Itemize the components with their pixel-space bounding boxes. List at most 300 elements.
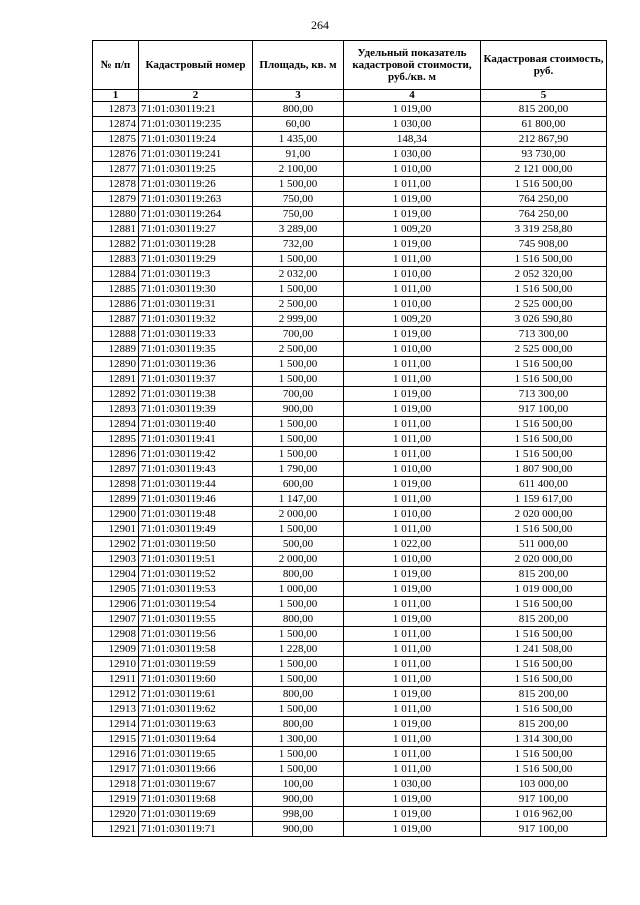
- cadastral-value-cell: 917 100,00: [481, 402, 607, 417]
- cadastral-value-cell: 2 052 320,00: [481, 267, 607, 282]
- row-index-cell: 12913: [93, 702, 139, 717]
- row-index-cell: 12912: [93, 687, 139, 702]
- unit-value-cell: 1 011,00: [344, 522, 481, 537]
- area-cell: 2 000,00: [253, 552, 344, 567]
- page-number: 264: [311, 18, 329, 32]
- table-row: [93, 402, 607, 417]
- cadastral-value-cell: 1 516 500,00: [481, 357, 607, 372]
- cadastral-value-cell: 3 026 590,80: [481, 312, 607, 327]
- table-row: [93, 177, 607, 192]
- table-row: [93, 717, 607, 732]
- area-cell: 1 500,00: [253, 747, 344, 762]
- cadastral-number-cell: 71:01:030119:235: [139, 117, 253, 132]
- unit-value-cell: 1 019,00: [344, 582, 481, 597]
- area-cell: 2 032,00: [253, 267, 344, 282]
- unit-value-cell: 1 011,00: [344, 357, 481, 372]
- area-cell: 2 999,00: [253, 312, 344, 327]
- area-cell: 1 500,00: [253, 372, 344, 387]
- table-row: [93, 147, 607, 162]
- header-row: [93, 41, 607, 90]
- area-cell: 998,00: [253, 807, 344, 822]
- area-cell: 1 000,00: [253, 582, 344, 597]
- row-index-cell: 12908: [93, 627, 139, 642]
- table-row: [93, 387, 607, 402]
- table-row: [93, 357, 607, 372]
- table-row: [93, 102, 607, 117]
- cadastral-value-cell: 815 200,00: [481, 102, 607, 117]
- row-index-cell: 12914: [93, 717, 139, 732]
- cadastral-number-cell: 71:01:030119:40: [139, 417, 253, 432]
- area-cell: 700,00: [253, 387, 344, 402]
- area-cell: 1 500,00: [253, 522, 344, 537]
- area-cell: 1 500,00: [253, 627, 344, 642]
- cadastral-value-cell: 1 516 500,00: [481, 597, 607, 612]
- area-cell: 1 500,00: [253, 447, 344, 462]
- cadastral-number-cell: 71:01:030119:37: [139, 372, 253, 387]
- area-cell: 1 500,00: [253, 177, 344, 192]
- unit-value-cell: 1 011,00: [344, 747, 481, 762]
- row-index-cell: 12884: [93, 267, 139, 282]
- unit-value-cell: 1 011,00: [344, 657, 481, 672]
- cadastral-number-cell: 71:01:030119:67: [139, 777, 253, 792]
- column-number: 5: [481, 90, 607, 102]
- unit-value-cell: 1 010,00: [344, 342, 481, 357]
- row-index-cell: 12888: [93, 327, 139, 342]
- table-row: [93, 297, 607, 312]
- cadastral-value-cell: 815 200,00: [481, 612, 607, 627]
- cadastral-value-cell: 745 908,00: [481, 237, 607, 252]
- cadastral-number-cell: 71:01:030119:52: [139, 567, 253, 582]
- area-cell: 1 500,00: [253, 417, 344, 432]
- row-index-cell: 12887: [93, 312, 139, 327]
- header-area: Площадь, кв. м: [253, 41, 344, 90]
- cadastral-number-cell: 71:01:030119:27: [139, 222, 253, 237]
- row-index-cell: 12889: [93, 342, 139, 357]
- area-cell: 800,00: [253, 102, 344, 117]
- cadastral-number-cell: 71:01:030119:25: [139, 162, 253, 177]
- table-row: [93, 672, 607, 687]
- unit-value-cell: 1 019,00: [344, 567, 481, 582]
- table-row: [93, 627, 607, 642]
- cadastral-value-cell: 1 807 900,00: [481, 462, 607, 477]
- column-number: 4: [344, 90, 481, 102]
- header-unit-value: Удельный показатель кадастровой стоимости, руб./кв. м: [344, 41, 481, 90]
- cadastral-value-cell: 611 400,00: [481, 477, 607, 492]
- cadastral-number-cell: 71:01:030119:66: [139, 762, 253, 777]
- cadastral-value-cell: 815 200,00: [481, 687, 607, 702]
- unit-value-cell: 1 019,00: [344, 327, 481, 342]
- area-cell: 60,00: [253, 117, 344, 132]
- cadastral-value-cell: 815 200,00: [481, 717, 607, 732]
- table-row: [93, 417, 607, 432]
- table-row: [93, 552, 607, 567]
- area-cell: 2 000,00: [253, 507, 344, 522]
- area-cell: 1 500,00: [253, 672, 344, 687]
- cadastral-value-cell: 1 516 500,00: [481, 417, 607, 432]
- unit-value-cell: 1 019,00: [344, 192, 481, 207]
- cadastral-number-cell: 71:01:030119:69: [139, 807, 253, 822]
- row-index-cell: 12877: [93, 162, 139, 177]
- row-index-cell: 12918: [93, 777, 139, 792]
- row-index-cell: 12903: [93, 552, 139, 567]
- header-cadastral-value: Кадастровая стоимость, руб.: [481, 41, 607, 90]
- unit-value-cell: 148,34: [344, 132, 481, 147]
- area-cell: 750,00: [253, 192, 344, 207]
- table-row: [93, 597, 607, 612]
- area-cell: 800,00: [253, 687, 344, 702]
- row-index-cell: 12883: [93, 252, 139, 267]
- cadastral-value-cell: 1 516 500,00: [481, 627, 607, 642]
- table-row: [93, 777, 607, 792]
- row-index-cell: 12911: [93, 672, 139, 687]
- cadastral-value-cell: 1 516 500,00: [481, 177, 607, 192]
- cadastral-value-cell: 3 319 258,80: [481, 222, 607, 237]
- unit-value-cell: 1 011,00: [344, 372, 481, 387]
- cadastral-value-cell: 93 730,00: [481, 147, 607, 162]
- area-cell: 800,00: [253, 717, 344, 732]
- cadastral-number-cell: 71:01:030119:264: [139, 207, 253, 222]
- table-row: [93, 507, 607, 522]
- cadastral-number-cell: 71:01:030119:263: [139, 192, 253, 207]
- cadastral-number-cell: 71:01:030119:39: [139, 402, 253, 417]
- table-row: [93, 792, 607, 807]
- unit-value-cell: 1 019,00: [344, 207, 481, 222]
- table-row: [93, 567, 607, 582]
- table-row: [93, 312, 607, 327]
- cadastral-number-cell: 71:01:030119:55: [139, 612, 253, 627]
- cadastral-number-cell: 71:01:030119:28: [139, 237, 253, 252]
- cadastral-value-cell: 1 241 508,00: [481, 642, 607, 657]
- cadastral-number-cell: 71:01:030119:38: [139, 387, 253, 402]
- column-number: 1: [93, 90, 139, 102]
- table-row: [93, 522, 607, 537]
- cadastral-value-cell: 1 516 500,00: [481, 657, 607, 672]
- cadastral-value-cell: 1 516 500,00: [481, 522, 607, 537]
- unit-value-cell: 1 030,00: [344, 777, 481, 792]
- cadastral-number-cell: 71:01:030119:60: [139, 672, 253, 687]
- cadastral-value-cell: 1 516 500,00: [481, 432, 607, 447]
- area-cell: 1 500,00: [253, 762, 344, 777]
- cadastral-value-cell: 2 121 000,00: [481, 162, 607, 177]
- cadastral-value-cell: 1 019 000,00: [481, 582, 607, 597]
- unit-value-cell: 1 010,00: [344, 297, 481, 312]
- unit-value-cell: 1 009,20: [344, 312, 481, 327]
- header-index: № п/п: [93, 41, 139, 90]
- row-index-cell: 12906: [93, 597, 139, 612]
- table-row: [93, 537, 607, 552]
- column-number: 2: [139, 90, 253, 102]
- unit-value-cell: 1 030,00: [344, 147, 481, 162]
- cadastral-number-cell: 71:01:030119:68: [139, 792, 253, 807]
- cadastral-number-cell: 71:01:030119:50: [139, 537, 253, 552]
- cadastral-number-cell: 71:01:030119:62: [139, 702, 253, 717]
- table-row: [93, 222, 607, 237]
- unit-value-cell: 1 010,00: [344, 162, 481, 177]
- cadastral-value-cell: 2 525 000,00: [481, 342, 607, 357]
- area-cell: 500,00: [253, 537, 344, 552]
- cadastral-value-cell: 103 000,00: [481, 777, 607, 792]
- table-row: [93, 702, 607, 717]
- cadastral-number-cell: 71:01:030119:36: [139, 357, 253, 372]
- cadastral-number-cell: 71:01:030119:26: [139, 177, 253, 192]
- cadastral-number-cell: 71:01:030119:30: [139, 282, 253, 297]
- unit-value-cell: 1 011,00: [344, 642, 481, 657]
- table-body: [93, 102, 607, 837]
- cadastral-number-cell: 71:01:030119:63: [139, 717, 253, 732]
- cadastral-number-cell: 71:01:030119:241: [139, 147, 253, 162]
- table-row: [93, 282, 607, 297]
- cadastral-number-cell: 71:01:030119:49: [139, 522, 253, 537]
- unit-value-cell: 1 010,00: [344, 507, 481, 522]
- cadastral-number-cell: 71:01:030119:64: [139, 732, 253, 747]
- row-index-cell: 12876: [93, 147, 139, 162]
- table-row: [93, 252, 607, 267]
- table-row: [93, 432, 607, 447]
- area-cell: 1 147,00: [253, 492, 344, 507]
- row-index-cell: 12875: [93, 132, 139, 147]
- row-index-cell: 12897: [93, 462, 139, 477]
- row-index-cell: 12886: [93, 297, 139, 312]
- unit-value-cell: 1 011,00: [344, 177, 481, 192]
- area-cell: 800,00: [253, 612, 344, 627]
- cadastral-value-cell: 1 516 500,00: [481, 747, 607, 762]
- cadastral-value-cell: 1 516 500,00: [481, 447, 607, 462]
- unit-value-cell: 1 010,00: [344, 462, 481, 477]
- unit-value-cell: 1 011,00: [344, 447, 481, 462]
- table-row: [93, 237, 607, 252]
- row-index-cell: 12905: [93, 582, 139, 597]
- cadastral-value-cell: 1 016 962,00: [481, 807, 607, 822]
- area-cell: 900,00: [253, 822, 344, 837]
- unit-value-cell: 1 011,00: [344, 417, 481, 432]
- unit-value-cell: 1 009,20: [344, 222, 481, 237]
- row-index-cell: 12896: [93, 447, 139, 462]
- row-index-cell: 12873: [93, 102, 139, 117]
- unit-value-cell: 1 011,00: [344, 432, 481, 447]
- area-cell: 1 500,00: [253, 252, 344, 267]
- row-index-cell: 12898: [93, 477, 139, 492]
- unit-value-cell: 1 011,00: [344, 492, 481, 507]
- area-cell: 1 500,00: [253, 657, 344, 672]
- table-row: [93, 762, 607, 777]
- table-row: [93, 342, 607, 357]
- column-number: 3: [253, 90, 344, 102]
- unit-value-cell: 1 011,00: [344, 672, 481, 687]
- cadastral-value-cell: 2 525 000,00: [481, 297, 607, 312]
- area-cell: 1 500,00: [253, 282, 344, 297]
- row-index-cell: 12920: [93, 807, 139, 822]
- cadastral-value-cell: 212 867,90: [481, 132, 607, 147]
- row-index-cell: 12882: [93, 237, 139, 252]
- area-cell: 1 228,00: [253, 642, 344, 657]
- table-row: [93, 582, 607, 597]
- cadastral-number-cell: 71:01:030119:53: [139, 582, 253, 597]
- cadastral-number-cell: 71:01:030119:65: [139, 747, 253, 762]
- unit-value-cell: 1 019,00: [344, 807, 481, 822]
- row-index-cell: 12916: [93, 747, 139, 762]
- table-row: [93, 327, 607, 342]
- cadastral-value-cell: 917 100,00: [481, 822, 607, 837]
- area-cell: 700,00: [253, 327, 344, 342]
- table-row: [93, 687, 607, 702]
- table-row: [93, 612, 607, 627]
- table-row: [93, 732, 607, 747]
- cadastral-number-cell: 71:01:030119:41: [139, 432, 253, 447]
- table-row: [93, 747, 607, 762]
- area-cell: 732,00: [253, 237, 344, 252]
- table-row: [93, 492, 607, 507]
- row-index-cell: 12919: [93, 792, 139, 807]
- unit-value-cell: 1 011,00: [344, 702, 481, 717]
- cadastral-value-table: [92, 40, 607, 837]
- area-cell: 800,00: [253, 567, 344, 582]
- cadastral-value-cell: 1 314 300,00: [481, 732, 607, 747]
- cadastral-value-cell: 764 250,00: [481, 207, 607, 222]
- row-index-cell: 12915: [93, 732, 139, 747]
- unit-value-cell: 1 019,00: [344, 102, 481, 117]
- cadastral-number-cell: 71:01:030119:48: [139, 507, 253, 522]
- unit-value-cell: 1 011,00: [344, 762, 481, 777]
- row-index-cell: 12890: [93, 357, 139, 372]
- row-index-cell: 12904: [93, 567, 139, 582]
- area-cell: 2 500,00: [253, 342, 344, 357]
- cadastral-value-cell: 764 250,00: [481, 192, 607, 207]
- cadastral-number-cell: 71:01:030119:54: [139, 597, 253, 612]
- cadastral-number-cell: 71:01:030119:3: [139, 267, 253, 282]
- cadastral-number-cell: 71:01:030119:29: [139, 252, 253, 267]
- row-index-cell: 12900: [93, 507, 139, 522]
- cadastral-number-cell: 71:01:030119:44: [139, 477, 253, 492]
- row-index-cell: 12899: [93, 492, 139, 507]
- cadastral-value-cell: 713 300,00: [481, 327, 607, 342]
- area-cell: 91,00: [253, 147, 344, 162]
- cadastral-value-cell: 1 516 500,00: [481, 762, 607, 777]
- row-index-cell: 12879: [93, 192, 139, 207]
- unit-value-cell: 1 022,00: [344, 537, 481, 552]
- cadastral-value-cell: 1 159 617,00: [481, 492, 607, 507]
- area-cell: 1 500,00: [253, 702, 344, 717]
- area-cell: 750,00: [253, 207, 344, 222]
- row-index-cell: 12885: [93, 282, 139, 297]
- cadastral-number-cell: 71:01:030119:58: [139, 642, 253, 657]
- cadastral-number-cell: 71:01:030119:46: [139, 492, 253, 507]
- unit-value-cell: 1 010,00: [344, 552, 481, 567]
- row-index-cell: 12909: [93, 642, 139, 657]
- cadastral-value-cell: 1 516 500,00: [481, 252, 607, 267]
- cadastral-number-cell: 71:01:030119:32: [139, 312, 253, 327]
- row-index-cell: 12917: [93, 762, 139, 777]
- row-index-cell: 12881: [93, 222, 139, 237]
- cadastral-value-cell: 1 516 500,00: [481, 702, 607, 717]
- cadastral-value-cell: 511 000,00: [481, 537, 607, 552]
- row-index-cell: 12893: [93, 402, 139, 417]
- table-row: [93, 117, 607, 132]
- area-cell: 600,00: [253, 477, 344, 492]
- cadastral-value-cell: 1 516 500,00: [481, 672, 607, 687]
- area-cell: 1 790,00: [253, 462, 344, 477]
- cadastral-value-cell: 2 020 000,00: [481, 507, 607, 522]
- cadastral-value-cell: 815 200,00: [481, 567, 607, 582]
- area-cell: 1 500,00: [253, 432, 344, 447]
- cadastral-number-cell: 71:01:030119:24: [139, 132, 253, 147]
- cadastral-number-cell: 71:01:030119:31: [139, 297, 253, 312]
- unit-value-cell: 1 019,00: [344, 717, 481, 732]
- table-row: [93, 207, 607, 222]
- cadastral-number-cell: 71:01:030119:51: [139, 552, 253, 567]
- cadastral-number-cell: 71:01:030119:42: [139, 447, 253, 462]
- row-index-cell: 12891: [93, 372, 139, 387]
- row-index-cell: 12895: [93, 432, 139, 447]
- table-row: [93, 657, 607, 672]
- area-cell: 1 435,00: [253, 132, 344, 147]
- area-cell: 900,00: [253, 792, 344, 807]
- cadastral-number-cell: 71:01:030119:71: [139, 822, 253, 837]
- unit-value-cell: 1 030,00: [344, 117, 481, 132]
- row-index-cell: 12894: [93, 417, 139, 432]
- area-cell: 3 289,00: [253, 222, 344, 237]
- table-row: [93, 447, 607, 462]
- cadastral-value-cell: 61 800,00: [481, 117, 607, 132]
- row-index-cell: 12880: [93, 207, 139, 222]
- unit-value-cell: 1 019,00: [344, 477, 481, 492]
- unit-value-cell: 1 019,00: [344, 822, 481, 837]
- cadastral-number-cell: 71:01:030119:33: [139, 327, 253, 342]
- unit-value-cell: 1 011,00: [344, 732, 481, 747]
- unit-value-cell: 1 019,00: [344, 387, 481, 402]
- area-cell: 1 500,00: [253, 597, 344, 612]
- table-row: [93, 477, 607, 492]
- cadastral-value-cell: 1 516 500,00: [481, 282, 607, 297]
- cadastral-number-cell: 71:01:030119:35: [139, 342, 253, 357]
- table-row: [93, 192, 607, 207]
- unit-value-cell: 1 019,00: [344, 687, 481, 702]
- row-index-cell: 12921: [93, 822, 139, 837]
- unit-value-cell: 1 019,00: [344, 402, 481, 417]
- unit-value-cell: 1 011,00: [344, 282, 481, 297]
- row-index-cell: 12907: [93, 612, 139, 627]
- unit-value-cell: 1 019,00: [344, 237, 481, 252]
- cadastral-value-cell: 713 300,00: [481, 387, 607, 402]
- row-index-cell: 12892: [93, 387, 139, 402]
- cadastral-number-cell: 71:01:030119:59: [139, 657, 253, 672]
- unit-value-cell: 1 011,00: [344, 252, 481, 267]
- unit-value-cell: 1 011,00: [344, 597, 481, 612]
- table-row: [93, 822, 607, 837]
- unit-value-cell: 1 019,00: [344, 792, 481, 807]
- cadastral-number-cell: 71:01:030119:61: [139, 687, 253, 702]
- cadastral-number-cell: 71:01:030119:21: [139, 102, 253, 117]
- area-cell: 1 300,00: [253, 732, 344, 747]
- unit-value-cell: 1 011,00: [344, 627, 481, 642]
- table-row: [93, 132, 607, 147]
- row-index-cell: 12874: [93, 117, 139, 132]
- row-index-cell: 12901: [93, 522, 139, 537]
- table-row: [93, 372, 607, 387]
- table-row: [93, 642, 607, 657]
- row-index-cell: 12902: [93, 537, 139, 552]
- cadastral-value-cell: 2 020 000,00: [481, 552, 607, 567]
- column-number-row: [93, 90, 607, 102]
- row-index-cell: 12910: [93, 657, 139, 672]
- area-cell: 1 500,00: [253, 357, 344, 372]
- table-row: [93, 462, 607, 477]
- area-cell: 900,00: [253, 402, 344, 417]
- unit-value-cell: 1 010,00: [344, 267, 481, 282]
- cadastral-value-cell: 917 100,00: [481, 792, 607, 807]
- cadastral-number-cell: 71:01:030119:56: [139, 627, 253, 642]
- table-row: [93, 807, 607, 822]
- area-cell: 2 100,00: [253, 162, 344, 177]
